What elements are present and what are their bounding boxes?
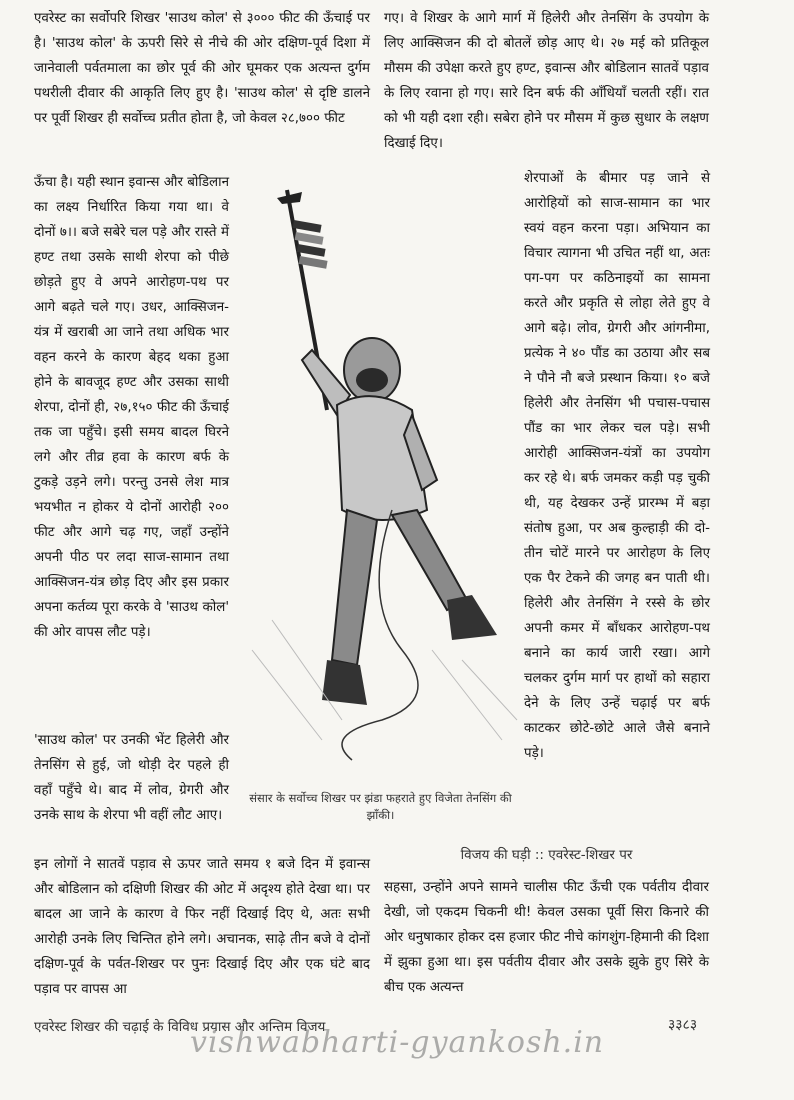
illustration-tenzing-summit bbox=[232, 180, 522, 780]
watermark: vishwabharti-gyankosh.in bbox=[190, 1025, 605, 1060]
running-footer: एवरेस्ट शिखर की चढ़ाई के विविध प्रयास और अन्तिम विजय bbox=[34, 1019, 326, 1035]
para-bottom-left: इन लोगों ने सातवें पड़ाव से ऊपर जाते समय १ बजे दिन में इवान्स और बोडिलान को दक्षिणी शिखर की ओट में अदृश्य होते देखा था। पर बादल आ जाने के कारण वे फिर नहीं दिखाई दिए थे, अतः सभी आरोही उनके लिए चिन्तित होने लगे। अचानक, साढ़े तीन बजे वे दोनों दक्षिण-पूर्व के पर्वत-शिखर पर पुनः दिखाई दिए और एक घंटे बाद पड़ाव पर वापस आ bbox=[34, 857, 370, 997]
para-left-narrow-2: 'साउथ कोल' पर उनकी भेंट हिलेरी और तेनसिंग से हुई, जो थोड़ी देर पहले ही वहाँ पहुँचे थे। बाद में लोव, ग्रेगरी और उनके साथ के शेरपा भी वहीं लौट आए। bbox=[34, 733, 229, 823]
illustration-caption: संसार के सर्वोच्च शिखर पर झंडा फहराते हुए विजेता तेनसिंग की झाँकी। bbox=[249, 791, 512, 822]
para-bottom-right: सहसा, उन्होंने अपने सामने चालीस फीट ऊँची एक पर्वतीय दीवार देखी, जो एकदम चिकनी थी! केवल उसका पूर्वी सिरा किनारे की ओर धनुषाकार होकर दस हजार फीट नीचे कांगशुंग-हिमानी की दिशा में झुका हुआ था। इस पर्वतीय दीवार और उसके झुके हुए सिरे के बीच एक अत्यन्त bbox=[384, 880, 709, 995]
para-right-narrow: शेरपाओं के बीमार पड़ जाने से आरोहियों को साज-सामान का भार स्वयं वहन करना पड़ा। अभियान का विचार त्यागना भी उचित नहीं था, अतः पग-पग पर कठिनाइयों का सामना करते और प्रकृति से लोहा लेते हुए वे आगे बढ़े। लोव, ग्रेगरी और आंगनीमा, प्रत्येक ने ४० पौंड का उठाया और सब ने पौने नौ बजे प्रस्थान किया। १० बजे हिलेरी और तेनसिंग भी पचास-पचास पौंड का भार लेकर चल पड़े। सभी आरोही आक्सिजन-यंत्रों का उपयोग कर रहे थे। बर्फ जमकर कड़ी पड़ चुकी थी, यह देखकर उन्हें प्रारम्भ में बड़ा संतोष हुआ, पर अब कुल्हाड़ी की दो-तीन चोटें मारने पर आरोहण के लिए एक पैर टेकने की जगह बन पाती थी। हिलेरी और तेनसिंग ने रस्से के छोर अपनी कमर में बाँधकर आरोहण-पथ बनाने का कार्य जारी रखा। आगे चलकर दुर्गम मार्ग पर हाथों को सहारा देने के लिए उन्हें चढ़ाई पर बर्फ काटकर छोटे-छोटे आले जैसे बनाने पड़े। bbox=[524, 171, 710, 761]
page-number: ३३८३ bbox=[668, 1017, 698, 1033]
para-top-left: एवरेस्ट का सर्वोपरि शिखर 'साउथ कोल' से ३००० फीट की ऊँचाई पर है। 'साउथ कोल' के ऊपरी सिरे से नीचे की ओर दक्षिण-पूर्व दिशा में जानेवाली पर्वतमाला का छोर पूर्व की ओर घूमकर एक अत्यन्त दुर्गम पथरीली दीवार की आकृति लिए हुए है। 'साउथ कोल' से दृष्टि डालने पर पूर्वी शिखर ही सर्वोच्च प्रतीत होता है, जो केवल २८,७०० फीट bbox=[34, 11, 370, 126]
para-top-right: गए। वे शिखर के आगे मार्ग में हिलेरी और तेनसिंग के उपयोग के लिए आक्सिजन की दो बोतलें छोड़ आए थे। २७ मई को प्रतिकूल मौसम की उपेक्षा करते हुए हण्ट, इवान्स और बोडिलान सातवें पड़ाव के लिए रवाना हो गए। सारे दिन बर्फ की आँधियाँ चलती रहीं। रात को भी यही दशा रही। सबेरा होने पर मौसम में कुछ सुधार के लक्षण दिखाई दिए। bbox=[384, 11, 709, 151]
climber-sketch-icon bbox=[232, 180, 522, 780]
section-subheading: विजय की घड़ी :: एवरेस्ट-शिखर पर bbox=[460, 847, 633, 863]
para-left-narrow: ऊँचा है। यही स्थान इवान्स और बोडिलान का लक्ष्य निर्धारित किया गया था। वे दोनों ७।। बजे सबेरे चल पड़े और रास्ते में हण्ट तथा उसके साथी शेरपा को पीछे छोड़ते हुए वे अपने आरोहण-पथ पर आगे बढ़ते चले गए। उधर, आक्सिजन-यंत्र में खराबी आ जाने तथा अधिक भार वहन करने के कारण बेहद थका हुआ होने के बावजूद हण्ट और उसका साथी शेरपा, दोनों ही, २७,१५० फीट की ऊँचाई तक जा पहुँचे। इसी समय बादल घिरने लगे और तीव्र हवा के कारण बर्फ के टुकड़े उड़ने लगे। परन्तु उनसे लेश मात्र भयभीत न होकर ये दोनों आरोही २०० फीट और आगे चढ़ गए, जहाँ उन्होंने अपनी पीठ पर लदा साज-सामान तथा आक्सिजन-यंत्र छोड़ दिए और इस प्रकार अपना कर्तव्य पूरा करके वे 'साउथ कोल' की ओर वापस लौट पड़े। bbox=[34, 175, 229, 640]
